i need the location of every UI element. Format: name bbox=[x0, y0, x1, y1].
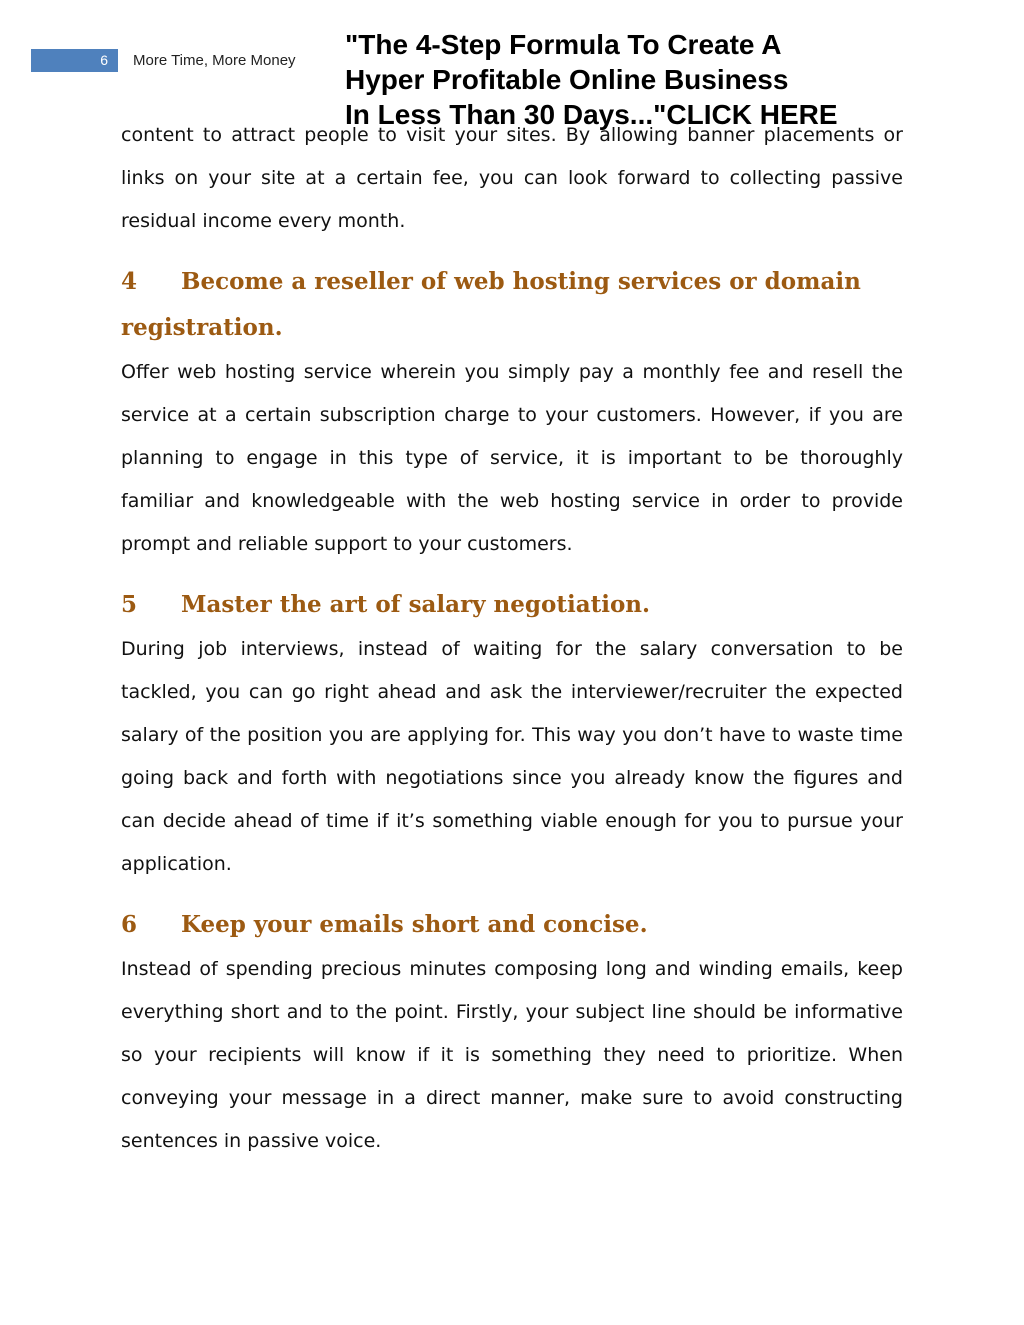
running-header-title: More Time, More Money bbox=[133, 52, 296, 69]
section-body-6: Instead of spending precious minutes composing long and winding emails, keep everything short and to the point. Firstly, your subject line should be informative so your recipients will know if it is something they need to prioritize. When conveying your message in a direct manner, make sure to avoid constructing sentences in passive voice. bbox=[121, 958, 903, 1152]
promo-click-here-link[interactable] bbox=[345, 27, 905, 132]
section-number: 4 bbox=[121, 268, 138, 295]
section-title: Keep your emails short and concise. bbox=[181, 911, 648, 938]
section-number: 6 bbox=[121, 911, 138, 938]
section-title: Master the art of salary negotiation. bbox=[181, 591, 651, 618]
page-number: 6 bbox=[100, 52, 108, 68]
section-heading-4 bbox=[121, 259, 903, 351]
section-heading-5 bbox=[121, 582, 903, 628]
promo-line-2: Hyper Profitable Online Business bbox=[345, 64, 789, 95]
section-body-5: During job interviews, instead of waiting for the salary conversation to be tackled, you can go right ahead and ask the interviewer/recruiter the expected salary of the position you are applying for. This way you don’t have to waste time going back and forth with negotiations since you already know the figures and can decide ahead of time if it’s something viable enough for you to pursue your application. bbox=[121, 638, 903, 875]
document-body bbox=[121, 114, 903, 1163]
section-number: 5 bbox=[121, 591, 138, 618]
page-number-badge bbox=[31, 49, 118, 72]
section-title: Become a reseller of web hosting services or domain registration. bbox=[121, 268, 861, 341]
promo-line-3: In Less Than 30 Days..."CLICK HERE bbox=[345, 99, 838, 130]
intro-paragraph: content to attract people to visit your sites. By allowing banner placements or links on your site at a certain fee, you can look forward to collecting passive residual income every month. bbox=[121, 124, 903, 232]
section-body-4: Offer web hosting service wherein you simply pay a monthly fee and resell the service at a certain subscription charge to your customers. However, if you are planning to engage in this type of service, it is important to be thoroughly familiar and knowledgeable with the web hosting service in order to provide prompt and reliable support to your customers. bbox=[121, 361, 903, 555]
section-heading-6 bbox=[121, 902, 903, 948]
promo-line-1: "The 4-Step Formula To Create A bbox=[345, 29, 782, 60]
